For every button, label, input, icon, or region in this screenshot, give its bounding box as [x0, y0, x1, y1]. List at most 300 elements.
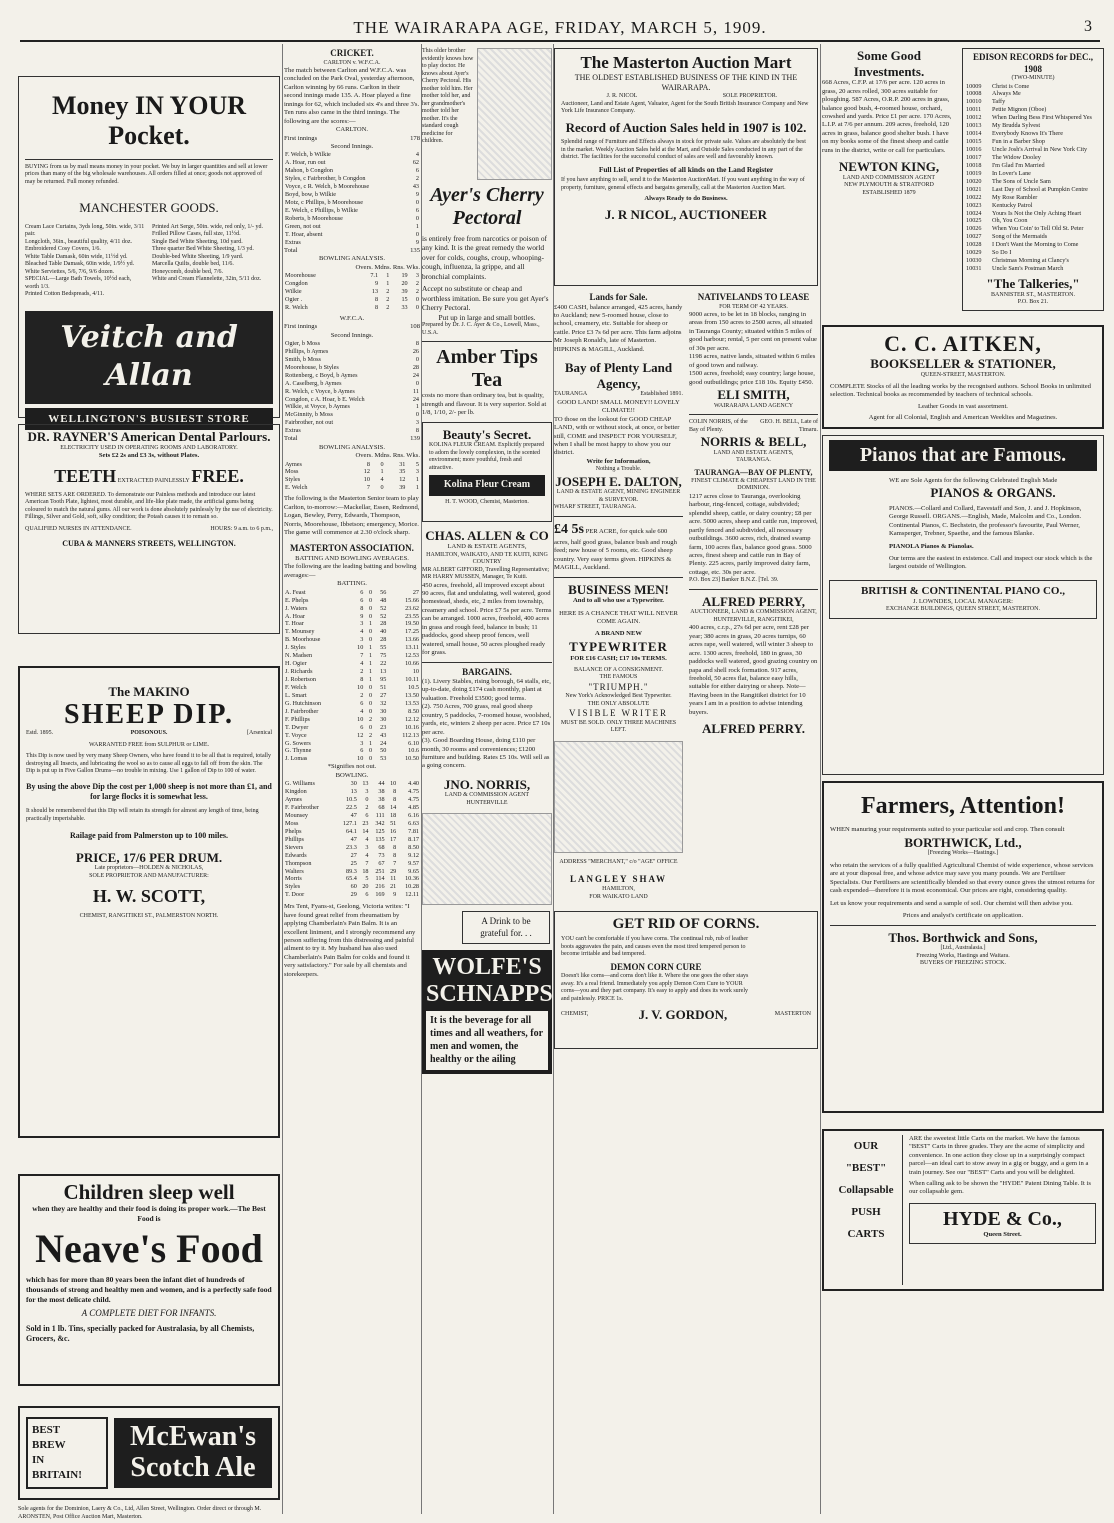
stat-cell: 342 — [375, 819, 385, 827]
player-name: Aymes — [285, 796, 302, 804]
stat-cell: 29 — [350, 891, 357, 899]
batting-row — [284, 380, 420, 388]
record-item — [966, 146, 1100, 154]
farmers-title: Farmers, Attention! — [861, 792, 1065, 819]
average-row — [284, 836, 420, 844]
aitken-name: C. C. AITKEN, — [884, 330, 1042, 356]
native-term: FOR TERM OF 42 YEARS. — [719, 303, 788, 310]
stat-cell: 0 — [415, 303, 419, 311]
langley-name: LANGLEY SHAW — [570, 874, 667, 885]
dental-hours: HOURS: 9 a.m. to 6 p.m., — [210, 525, 273, 532]
record-item — [966, 265, 1100, 273]
stat-cell: 27 — [380, 691, 387, 699]
borthwick-ad — [822, 781, 1104, 1113]
hyde-name: HYDE & Co., — [943, 1207, 1062, 1230]
player-name: Rottenberg, c Boyd, b Aymes — [285, 371, 358, 379]
record-title: Song of the Mermaids — [992, 233, 1048, 241]
batting-row — [284, 364, 420, 372]
lands-head: Lands for Sale. — [589, 292, 648, 302]
pianos-banner: Pianos that are Famous. — [829, 440, 1097, 471]
stat-cell: 1 — [369, 668, 373, 676]
record-item — [966, 194, 1100, 202]
stat-cell: 6 — [360, 723, 364, 731]
lands-body: £400 CASH, balance arranged, 425 acres, handy to Auckland; new 5-roomed house, close to school, creamery, etc. Suitable for sheep or cattle. Price £3 7s 6d per acre. This farm adjoins Mr Joseph Ronald's, late of Masterton. HIPKINS & MAGILL, Auckland. — [554, 303, 683, 353]
assoc-sub: BATTING AND BOWLING AVERAGES. — [295, 554, 409, 562]
record-title: My Brudda Sylvest — [992, 122, 1041, 130]
player-name: B. Moorhouse — [285, 636, 321, 644]
batting-row — [284, 231, 420, 239]
average-row — [284, 708, 420, 716]
stat-cell: 135 — [375, 835, 385, 843]
stat-cell: 21 — [390, 883, 397, 891]
norris-bell-role: LAND AND ESTATE AGENTS, — [713, 449, 794, 456]
pianos-terms: Our terms are the easiest in existence. Call and inspect our stock which is the largest outside of Wellington. — [889, 554, 1093, 571]
stat-cell: 4 — [415, 151, 419, 159]
norris-bell-body: 1217 acres close to Tauranga, overlooking harbour, ring-fenced, cottage, subdivided; splendid sheep, cattle, or dairy country; £8 per acre. 5000 acres, sheep and cattle run, improved, partly fenced and subdivided, all necessary outbuildings. 3600 acres, rich, drained swamp farm, 100 acres flax, balance good grass. 5000 acres, finest sheep and cattle run in Bay of Plenty. 225 acres, partly improved dairy farm, cottage, etc. 30s per acre. — [689, 492, 818, 576]
team-head: CARLTON. — [335, 126, 369, 134]
stat-cell: 9.12 — [408, 851, 419, 859]
stat-cell: 8 — [360, 676, 364, 684]
stat-cell: 0 — [415, 230, 419, 238]
farm-price: £4 5s — [554, 521, 584, 537]
stat-cell: 111 — [375, 811, 385, 819]
average-row — [284, 780, 420, 788]
dental-line: ELECTRICITY USED IN OPERATING ROOMS AND LABORATORY. — [60, 444, 238, 451]
record-title: The Sons of Uncle Sam — [992, 177, 1051, 185]
eli-smith-role: WAIRARAPA LAND AGENCY — [713, 402, 794, 409]
dental-title: DR. RAYNER'S American Dental Parlours. — [27, 429, 271, 444]
batting-averages — [284, 589, 420, 764]
newton-king-loc: NEW PLYMOUTH & STRATFORD — [844, 182, 934, 189]
stat-cell: 8.50 — [408, 707, 419, 715]
stat-cell: 4.85 — [408, 804, 419, 812]
stat-cell: 43 — [412, 183, 419, 191]
player-name: Ogier . — [285, 295, 303, 303]
veitch-allan-logo: Veitch and Allan — [25, 311, 273, 404]
cricket-team-list: The following is the Masterton Senior team to play Carlton, to-morrow:—Mackellar, Essen, Redmond, Logan, Bewley, Perry, Edwards, Thompson, Norris, Moorehouse, Ibbetson; emergency, Morice. The game will commence at 2.30 o'clock sharp. — [284, 495, 420, 537]
bop-nothing: Nothing a Trouble. — [595, 466, 642, 473]
stat-cell: 5 — [365, 875, 369, 883]
record-number: 10027 — [966, 233, 982, 241]
player-name: Green, not out — [285, 222, 321, 230]
average-row — [284, 875, 420, 883]
stat-cell: 3 — [415, 419, 419, 427]
batting-row — [284, 372, 420, 380]
goods-item: White and Cream Flannelette, 32in, 5/11 doz. — [152, 276, 262, 283]
stat-cell: 24 — [412, 371, 419, 379]
stat-cell: 13 — [371, 287, 379, 295]
talkeries-addr: BANNISTER ST., MASTERTON. — [991, 291, 1075, 298]
player-name: Moorehouse — [285, 271, 316, 279]
average-row — [284, 796, 420, 804]
invest-title: Some Good Investments. — [853, 48, 925, 79]
player-name: T. Hoar — [285, 620, 304, 628]
record-title: Christmas Morning at Clancy's — [992, 257, 1069, 265]
average-row — [284, 660, 420, 668]
batting-row — [284, 191, 420, 199]
stat-cell: 12.53 — [405, 652, 419, 660]
biz-must: MUST BE SOLD. ONLY THREE MACHINES LEFT. — [560, 719, 677, 734]
average-row — [284, 692, 420, 700]
batting-row — [284, 223, 420, 231]
stat-cell: 6 — [365, 811, 369, 819]
amber-brand: Amber Tips Tea — [436, 346, 538, 392]
record-item — [966, 162, 1100, 170]
neave-headline: Children sleep well — [63, 1180, 235, 1204]
allen-loc: HAMILTON, WAIKATO, AND TE KUITI, KING COUNTRY — [426, 551, 548, 566]
biz-visible: VISIBLE WRITER — [568, 708, 669, 719]
stat-cell: 9 — [415, 238, 419, 246]
column-1 — [18, 48, 280, 1520]
stat-cell: 4 — [360, 628, 364, 636]
norris-loc: HUNTERVILLE — [466, 799, 508, 806]
farmers-prices: Prices and analyst's certificate on application. — [902, 912, 1024, 920]
logo-tagline: WELLINGTON'S BUSIEST STORE — [25, 408, 273, 430]
goods-item: Cream Lace Curtains, 3yds long, 50in. wide, 3/11 pair. — [25, 223, 145, 238]
stat-cell: 2 — [360, 668, 364, 676]
stat-cell: 17 — [390, 835, 397, 843]
batting-row — [284, 411, 420, 419]
stat-cell: 0 — [415, 214, 419, 222]
record-item — [966, 249, 1100, 257]
stat-cell: 2 — [365, 804, 369, 812]
assoc-intro: The following are the leading batting and bowling averages:— — [284, 563, 417, 579]
stat-cell: 10.11 — [405, 676, 419, 684]
bowling-head: BOWLING ANALYSIS. — [318, 443, 385, 451]
stat-cell: 4.75 — [408, 788, 419, 796]
stat-cell: 48 — [380, 596, 387, 604]
stat-cell: 44 — [378, 780, 385, 788]
stat-cell: 12 — [399, 476, 406, 484]
stat-cell: 13.11 — [405, 644, 419, 652]
stat-cell: 7 — [393, 859, 397, 867]
bowling-row — [284, 468, 420, 476]
perry-loc: HUNTERVILLE, RANGITIKEI, — [713, 616, 794, 623]
player-name: J. Waters — [285, 604, 308, 612]
stat-cell: 10.16 — [405, 723, 419, 731]
record-number: 10022 — [966, 193, 982, 201]
record-item — [966, 106, 1100, 114]
perry-body: 400 acres, c.r.p., 27s 6d per acre, rent £28 per year; 380 acres in grass, 20 acres turnips, 60 acres rape, well watered, will winter 3 sheep to acre. 1300 acres, freehold, 180 in grass, 30 paddocks well watered, good grazing country on papa and shell rock formation. 917 acres, freehold, 50 acres flat, balance easy hills, suitable for either dairying or sheep. Note—Having been in the Rangitikei district for 10 years I am in a position to advise intending buyers. — [689, 624, 818, 716]
average-row — [284, 724, 420, 732]
teeth-word: TEETH — [54, 465, 117, 486]
stat-cell: 24 — [380, 739, 387, 747]
assoc-head: MASTERTON ASSOCIATION. — [290, 543, 414, 554]
native-head: NATIVELANDS TO LEASE — [697, 292, 810, 302]
sheep-above: By using the above Dip the cost per 1,000 sheep is not more than £1, and for large flocks it is somewhat less. — [26, 781, 272, 802]
stat-cell: 20 — [362, 883, 369, 891]
perry-role: AUCTIONEER, LAND & COMMISSION AGENT, — [690, 609, 817, 616]
stat-cell: 0 — [369, 755, 373, 763]
stat-cell: 55 — [380, 644, 387, 652]
beauty-body: KOLINA FLEUR CREAM. Explicitly prepared to adorn the lovely complexion, in the scented environment; more youthful, fresh and attractive. — [429, 442, 545, 471]
biz-only: THE ONLY ABSOLUTE — [587, 700, 650, 707]
stat-cell: 1 — [380, 468, 384, 476]
stat-cell: 2 — [415, 175, 419, 183]
pianos-addr: EXCHANGE BUILDINGS, QUEEN STREET, MASTERTON. — [886, 606, 1040, 613]
player-name: Aymes — [285, 460, 302, 468]
record-number: 10012 — [966, 114, 982, 122]
stat-cell: 6 — [360, 699, 364, 707]
player-name: Kingdon — [285, 788, 307, 796]
average-row — [284, 620, 420, 628]
farmers-body: WHEN manuring your requirements suited to your particular soil and crop. Then consult — [830, 826, 1065, 834]
stat-cell: 40 — [380, 628, 387, 636]
bop-body: TO those on the lookout for GOOD CHEAP LAND, with or without stock, at once, or better still, COME and INSPECT FOR YOURSELF, when I shall be most happy to show you our district. — [554, 415, 680, 457]
stat-cell: 13 — [350, 788, 357, 796]
talkeries-po: P.O. Box 21. — [1017, 299, 1049, 306]
player-name: Styles — [285, 476, 301, 484]
stat-cell: 251 — [375, 867, 385, 875]
stat-cell: 43 — [380, 731, 387, 739]
dalton-role: LAND & ESTATE AGENT, MINING ENGINEER & SURVEYOR. — [556, 489, 681, 503]
total-value: 139 — [410, 435, 420, 443]
stat-cell: 38 — [378, 788, 385, 796]
player-name: F. Welch, b Wilkie — [285, 151, 331, 159]
average-row — [284, 589, 420, 597]
record-title: Taffy — [992, 98, 1006, 106]
bowling-row — [284, 476, 420, 484]
stat-cell: 10.66 — [405, 660, 419, 668]
biz-typewriter: TYPEWRITER — [569, 638, 668, 654]
norris-bell-sub: FINEST CLIMATE & CHEAPEST LAND IN THE DOMINION. — [691, 477, 816, 492]
average-row — [284, 732, 420, 740]
column-4 — [554, 48, 818, 1510]
stat-cell: 27 — [412, 588, 419, 596]
record-title: When Darling Bess First Whispered Yes — [992, 114, 1092, 122]
record-number: 10018 — [966, 161, 982, 169]
batting-row — [284, 215, 420, 223]
stat-cell: 68 — [378, 843, 385, 851]
biz-bal: BALANCE OF A CONSIGNMENT. — [574, 666, 663, 673]
bowling-row — [284, 461, 420, 469]
page-number: 3 — [1084, 18, 1092, 35]
batting-row — [284, 348, 420, 356]
stat-cell: 4.40 — [408, 780, 419, 788]
batting-row — [284, 239, 420, 247]
mcewan-tag: BREW — [32, 1439, 66, 1452]
bowling-columns: Overs. Mdns. Rns. Wks. — [355, 263, 420, 271]
stat-cell: 47 — [350, 811, 357, 819]
stat-cell: 0 — [369, 747, 373, 755]
player-name: J. Lomas — [285, 755, 308, 763]
average-row — [284, 597, 420, 605]
stat-cell: 0 — [369, 636, 373, 644]
player-name: T. Dwyer — [285, 723, 309, 731]
player-name: Wilkie — [285, 287, 302, 295]
stat-cell: 22.5 — [346, 804, 357, 812]
player-name: Congdon, c A. Hoar, b E. Welch — [285, 395, 365, 403]
mart-prop: J. R. NICOL — [606, 93, 638, 100]
stat-cell: 8 — [393, 851, 397, 859]
extracted-label: EXTRACTED PAINLESSLY — [117, 477, 190, 484]
stat-cell: 8 — [393, 843, 397, 851]
record-title: I Don't Want the Morning to Come — [992, 241, 1079, 249]
average-row — [284, 820, 420, 828]
neave-line: Sold in 1 lb. Tins, specially packed for Australasia, by all Chemists, Grocers, &c. — [26, 1323, 255, 1343]
stat-cell: 0 — [365, 796, 369, 804]
langley-waikato: FOR WAIKATO LAND — [589, 893, 648, 900]
record-number: 10031 — [966, 265, 982, 273]
piano-ad — [822, 435, 1104, 775]
record-number: 10008 — [966, 90, 982, 98]
stat-cell: 19.50 — [405, 620, 419, 628]
goods-item: Printed Art Serge, 50in. wide, red only, 1/- yd. — [152, 223, 263, 230]
stat-cell: 0 — [415, 295, 419, 303]
player-name: Moss — [285, 468, 299, 476]
biz-ny: New York's Acknowledged Best Typewriter. — [565, 693, 672, 700]
masthead-title: THE WAIRARAPA AGE, FRIDAY, MARCH 5, 1909. — [353, 18, 767, 37]
beauty-title: Beauty's Secret. — [442, 426, 532, 442]
goods-item: Double-bed White Sheeting, 1/9 yard. — [152, 253, 244, 260]
biz-addr: ADDRESS "MERCHANT," c/o "AGE" OFFICE — [559, 858, 678, 865]
bowling-columns: Overs. Mdns. Rns. Wks. — [355, 452, 420, 460]
stat-cell: 8 — [366, 460, 370, 468]
player-name: T. Hoar, absent — [285, 230, 323, 238]
thos-works: Freezing Works, Hastings and Waitara. — [916, 952, 1010, 959]
record-number: 10021 — [966, 185, 982, 193]
player-name: A. Hoar — [285, 612, 305, 620]
player-name: G. Sowers — [285, 739, 311, 747]
record-title: In Lover's Lane — [992, 169, 1031, 177]
sheep-holders: Late proprietors—HOLDEN & NICHOLAS, — [94, 865, 204, 872]
aitken-agent: Agent for all Colonial, English and American Weeklies and Magazines. — [868, 414, 1058, 422]
average-row — [284, 628, 420, 636]
record-item — [966, 217, 1100, 225]
biz-new: A BRAND NEW — [595, 630, 642, 638]
stat-cell: 1 — [369, 660, 373, 668]
record-title: Petite Mignon (Oboe) — [992, 106, 1047, 114]
stat-cell: 169 — [375, 891, 385, 899]
talkeries-name: "The Talkeries," — [986, 276, 1080, 292]
total-label: Total — [284, 435, 298, 443]
average-row — [284, 700, 420, 708]
stat-cell: 2 — [369, 715, 373, 723]
stat-cell: 30 — [380, 715, 387, 723]
player-name: F. Fairbrother — [285, 804, 319, 812]
mcewan-agents: Sole agents for the Dominion, Laery & Co., Ltd, Allen Street, Wellington. Order direct or through M. ARONSTEN, Post Office Auction Mart, Masterton. — [18, 1506, 262, 1520]
player-name: Mahon, b Congdon — [285, 167, 333, 175]
corns-gordon: J. V. GORDON, — [638, 1007, 728, 1023]
player-name: Fairbrother, not out — [285, 419, 334, 427]
stat-cell: 114 — [375, 875, 385, 883]
record-title: I'm Glad I'm Married — [992, 161, 1045, 169]
record-title: The Widow Dooley — [992, 153, 1041, 161]
stat-cell: 28 — [380, 620, 387, 628]
batting-row — [284, 183, 420, 191]
cricket-body: The match between Carlton and W.F.C.A. was concluded on the Park Oval, yesterday afternoon, Carlton winning by 66 runs. Carlton in their second innings made 135. A. Hoar played a fine innings for 62, which included six 4's and three 3's. Ten runs also came in the third innings. The following are the scores:— — [284, 67, 420, 125]
sheep-warranted: WARRANTED FREE from SULPHUR or LIME. — [89, 741, 209, 748]
mart-full: Full List of Properties of all kinds on the Land Register — [598, 164, 774, 174]
record-item — [966, 98, 1100, 106]
player-name: Phelps — [285, 827, 302, 835]
stat-cell: 12.12 — [405, 715, 419, 723]
batting-row — [284, 419, 420, 427]
bowling-row — [284, 484, 420, 492]
stat-cell: 8 — [415, 427, 419, 435]
column-2 — [284, 48, 420, 1510]
stat-cell: 0 — [415, 355, 419, 363]
player-name: Mounsey — [285, 811, 309, 819]
stat-cell: 0 — [380, 460, 384, 468]
corns-cure: Doesn't like corns—and corns don't like it. Where the one goes the other stays away. It's a real friend. Immediately you apply Demon Corn Cure to YOUR corns—you and they part company. It's easy to apply and does its work surely and painlessly. PRICE 1s. — [561, 973, 749, 1002]
aitken-leather: Leather Goods in vast assortment. — [918, 402, 1008, 410]
stat-cell: 1 — [415, 222, 419, 230]
goods-item: Bleached Table Damask, 60in wide, 1/9½ yd. — [25, 261, 135, 268]
stat-cell: 28 — [380, 636, 387, 644]
stat-cell: 35 — [399, 468, 406, 476]
stat-cell: 10 — [412, 668, 419, 676]
bowling-row — [284, 288, 420, 296]
stat-cell: 6 — [415, 206, 419, 214]
player-name: A. Hoar, run out — [285, 159, 326, 167]
bop-title: Bay of Plenty Land Agency, — [564, 360, 673, 391]
ad-subtitle: MANCHESTER GOODS. — [79, 200, 219, 216]
stat-cell: 12.11 — [405, 891, 419, 899]
pianos-po: PIANOS & ORGANS. — [930, 485, 1056, 501]
stat-cell: 0 — [369, 588, 373, 596]
record-number: 10016 — [966, 146, 982, 154]
record-title: Last Day of School at Pumpkin Centre — [992, 185, 1088, 193]
average-row — [284, 740, 420, 748]
stat-cell: 8.17 — [408, 835, 419, 843]
dalton-name: JOSEPH E. DALTON, — [555, 473, 682, 489]
sheep-dip-ad — [18, 666, 280, 1138]
player-name: G. Thynne — [285, 747, 312, 755]
player-name: Phillips — [285, 835, 304, 843]
stat-cell: 2 — [386, 295, 390, 303]
stat-cell: 13 — [362, 780, 369, 788]
stat-cell: 60 — [350, 883, 357, 891]
stat-cell: 11 — [413, 387, 419, 395]
stat-cell: 3 — [360, 620, 364, 628]
player-name: J. Styles — [285, 644, 306, 652]
stat-cell: 22 — [380, 660, 387, 668]
stat-cell: 0 — [369, 604, 373, 612]
wolfe-ad — [422, 950, 552, 1074]
stat-cell: 75 — [380, 652, 387, 660]
free-word: FREE. — [191, 465, 244, 486]
stat-cell: 10 — [357, 755, 364, 763]
stat-cell: 26 — [412, 347, 419, 355]
player-name: Extras — [285, 238, 301, 246]
stat-cell: 13.66 — [405, 636, 419, 644]
pianos-manager: J. LOWNDES, LOCAL MANAGER: — [913, 598, 1013, 606]
player-name: Ogier, b Moss — [285, 339, 320, 347]
average-row — [284, 613, 420, 621]
mcewan-tag: BRITAIN! — [32, 1468, 82, 1481]
record-item — [966, 241, 1100, 249]
player-name: Voyce, c R. Welch, b Moorehouse — [285, 183, 370, 191]
wolfe-drink: A Drink to be grateful for. . . — [462, 911, 550, 944]
stat-cell: 6.10 — [408, 739, 419, 747]
record-title: Uncle Josh's Arrival in New York City — [992, 146, 1088, 154]
record-item — [966, 138, 1100, 146]
column-rule — [282, 44, 283, 1514]
stat-cell: 1 — [386, 271, 390, 279]
stat-cell: 18 — [390, 811, 397, 819]
average-row — [284, 804, 420, 812]
ad-title: Money IN YOUR Pocket. — [51, 91, 247, 150]
corns-chemist: CHEMIST, — [561, 1011, 589, 1018]
record-title: Kentucky Patrol — [992, 201, 1033, 209]
player-name: Edwards — [285, 851, 307, 859]
norris-name: JNO. NORRIS, — [443, 776, 531, 792]
stat-cell: 56 — [380, 588, 387, 596]
player-name: Morris — [285, 875, 302, 883]
average-row — [284, 891, 420, 899]
player-name: Moorehouse, b Styles — [285, 363, 339, 371]
